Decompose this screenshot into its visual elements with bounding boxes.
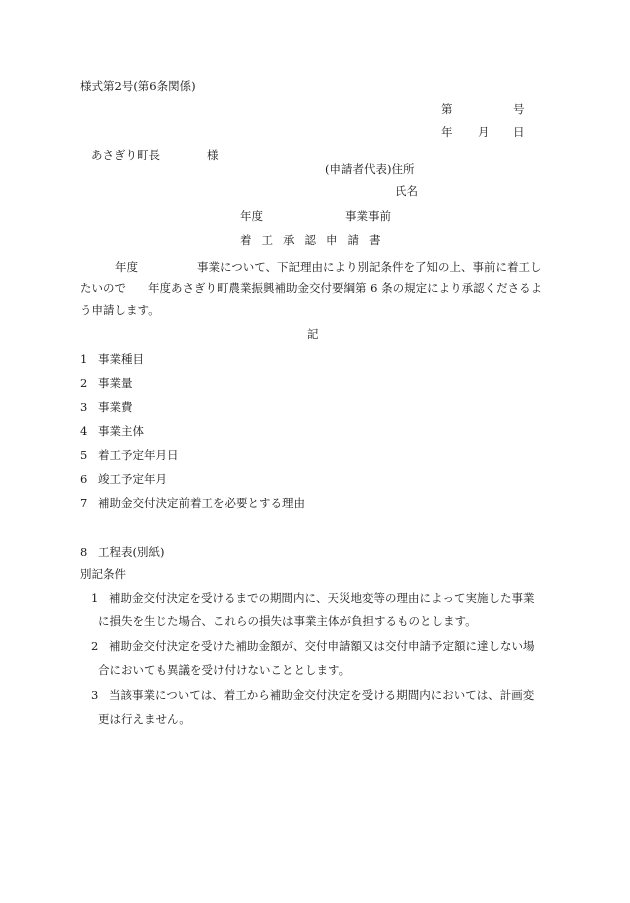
title-line2: 着工承認申請書: [240, 233, 391, 247]
item-number: 3: [80, 400, 88, 414]
item-number: 8: [80, 545, 88, 559]
item-label: 事業費: [98, 400, 133, 414]
item-label: 事業主体: [98, 424, 144, 438]
item-number: 4: [80, 424, 88, 438]
addressee-name: あさぎり町長: [91, 148, 160, 162]
number-kanji: 第: [441, 102, 453, 116]
item-number: 2: [80, 376, 88, 390]
item-number: 7: [80, 496, 88, 510]
form-label: 様式第2号(第6条関係): [80, 79, 196, 93]
item-number: 6: [80, 472, 88, 486]
ki-heading: 記: [307, 327, 319, 341]
para-line3: う申請します。: [80, 303, 160, 317]
para-line1-year: 年度: [115, 260, 138, 274]
applicant-address-label: (申請者代表)住所: [325, 162, 415, 176]
condition-3-line2: 更は行えません。: [98, 712, 191, 726]
condition-number: 1: [91, 591, 99, 605]
condition-2-line1: 補助金交付決定を受けた補助金額が、交付申請額又は交付申請予定額に達しない場: [109, 639, 535, 653]
condition-number: 3: [91, 688, 99, 702]
item-label: 竣工予定年月: [98, 472, 167, 486]
condition-number: 2: [91, 639, 99, 653]
condition-3-line1: 当該事業については、着工から補助金交付決定を受ける期間内においては、計画変: [109, 688, 535, 702]
para-line1-text: 事業について、下記理由により別記条件を了知の上、事前に着工し: [197, 260, 542, 274]
item-label: 補助金交付決定前着工を必要とする理由: [98, 496, 305, 510]
para-line2-text: 年度あさぎり町農業振興補助金交付要綱第 6 条の規定により承認くださるよ: [148, 281, 543, 295]
addressee-honorific: 様: [207, 148, 219, 162]
date-day: 日: [513, 125, 525, 139]
item-number: 1: [80, 352, 88, 366]
condition-1-line2: に損失を生じた場合、これらの損失は事業主体が負担するものとします。: [98, 614, 477, 628]
item-label: 工程表(別紙): [98, 545, 165, 559]
conditions-heading: 別記条件: [80, 567, 126, 581]
title-suffix: 事業事前: [345, 209, 391, 223]
item-label: 事業量: [98, 376, 133, 390]
title-year: 年度: [240, 209, 263, 223]
date-year: 年: [441, 125, 453, 139]
item-label: 事業種目: [98, 352, 144, 366]
item-label: 着工予定年月日: [98, 448, 179, 462]
para-line2-start: たいので: [80, 281, 126, 295]
item-number: 5: [80, 448, 88, 462]
condition-1-line1: 補助金交付決定を受けるまでの期間内に、天災地変等の理由によって実施した事業: [109, 591, 535, 605]
applicant-name-label: 氏名: [395, 184, 418, 198]
date-month: 月: [478, 125, 490, 139]
number-suffix: 号: [513, 102, 525, 116]
condition-2-line2: 合においても異議を受け付けないこととします。: [98, 663, 351, 677]
